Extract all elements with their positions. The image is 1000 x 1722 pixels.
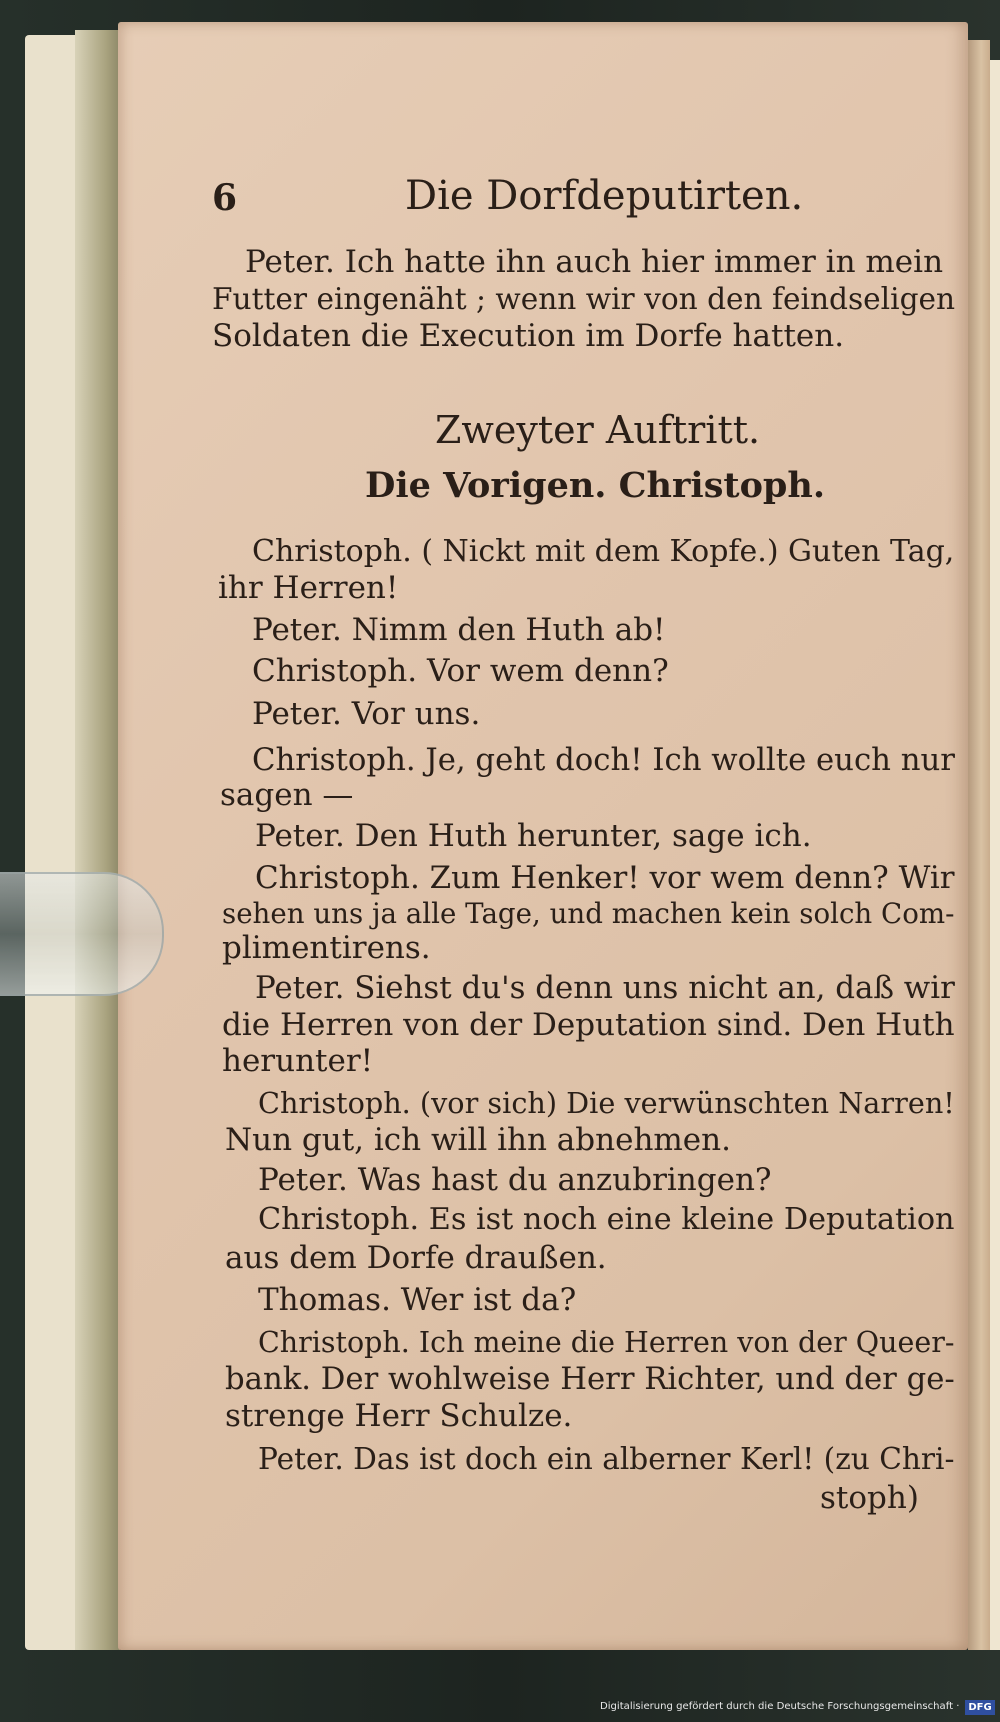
text-line: bank. Der wohlweise Herr Richter, und der ge- xyxy=(225,1362,955,1397)
scene-heading: Zweyter Auftritt. xyxy=(435,408,761,452)
text-line: aus dem Dorfe draußen. xyxy=(225,1240,607,1276)
text-line: strenge Herr Schulze. xyxy=(225,1398,573,1434)
cast-line: Die Vorigen. Christoph. xyxy=(365,465,826,506)
text-line: Peter. Den Huth herunter, sage ich. xyxy=(255,818,812,854)
text-line: Christoph. Zum Henker! vor wem denn? Wir xyxy=(255,860,955,896)
text-line: plimentirens. xyxy=(222,930,431,966)
text-line: Peter. Das ist doch ein alberner Kerl! (zu Chri- xyxy=(258,1442,955,1476)
text-line: Thomas. Wer ist da? xyxy=(258,1282,577,1318)
text-line: Peter. Nimm den Huth ab! xyxy=(252,612,666,648)
text-line: Christoph. Ich meine die Herren von der Queer- xyxy=(258,1326,955,1359)
running-head: Die Dorfdeputirten. xyxy=(405,173,804,219)
text-line: Christoph. ( Nickt mit dem Kopfe.) Guten Tag, xyxy=(252,534,955,569)
text-line: herunter! xyxy=(222,1043,374,1079)
text-line: Peter. Siehst du's denn uns nicht an, daß wir xyxy=(255,970,955,1006)
dfg-logo: DFG xyxy=(965,1700,995,1715)
text-line: ihr Herren! xyxy=(218,570,399,606)
text-line: stoph) xyxy=(820,1480,919,1516)
digitization-credit: Digitalisierung gefördert durch die Deutsche Forschungsgemeinschaft · xyxy=(600,1701,960,1712)
text-line: Nun gut, ich will ihn abnehmen. xyxy=(225,1122,731,1158)
text-line: die Herren von der Deputation sind. Den Huth xyxy=(222,1007,955,1043)
text-line: sehen uns ja alle Tage, und machen kein solch Com- xyxy=(222,897,955,930)
text-line: sagen — xyxy=(220,777,354,813)
text-line: Soldaten die Execution im Dorfe hatten. xyxy=(212,318,845,354)
text-line: Peter. Vor uns. xyxy=(252,696,481,732)
text-line: Futter eingenäht ; wenn wir von den feindseligen xyxy=(212,282,956,316)
text-line: Christoph. Je, geht doch! Ich wollte euch nur xyxy=(252,742,955,778)
text-line: Christoph. Vor wem denn? xyxy=(252,653,669,689)
text-line: Peter. Ich hatte ihn auch hier immer in mein xyxy=(245,244,944,280)
page-number: 6 xyxy=(212,177,238,219)
text-line: Christoph. (vor sich) Die verwünschten Narren! xyxy=(258,1086,955,1120)
text-line: Peter. Was hast du anzubringen? xyxy=(258,1162,772,1198)
text-line: Christoph. Es ist noch eine kleine Deputation xyxy=(258,1202,955,1237)
